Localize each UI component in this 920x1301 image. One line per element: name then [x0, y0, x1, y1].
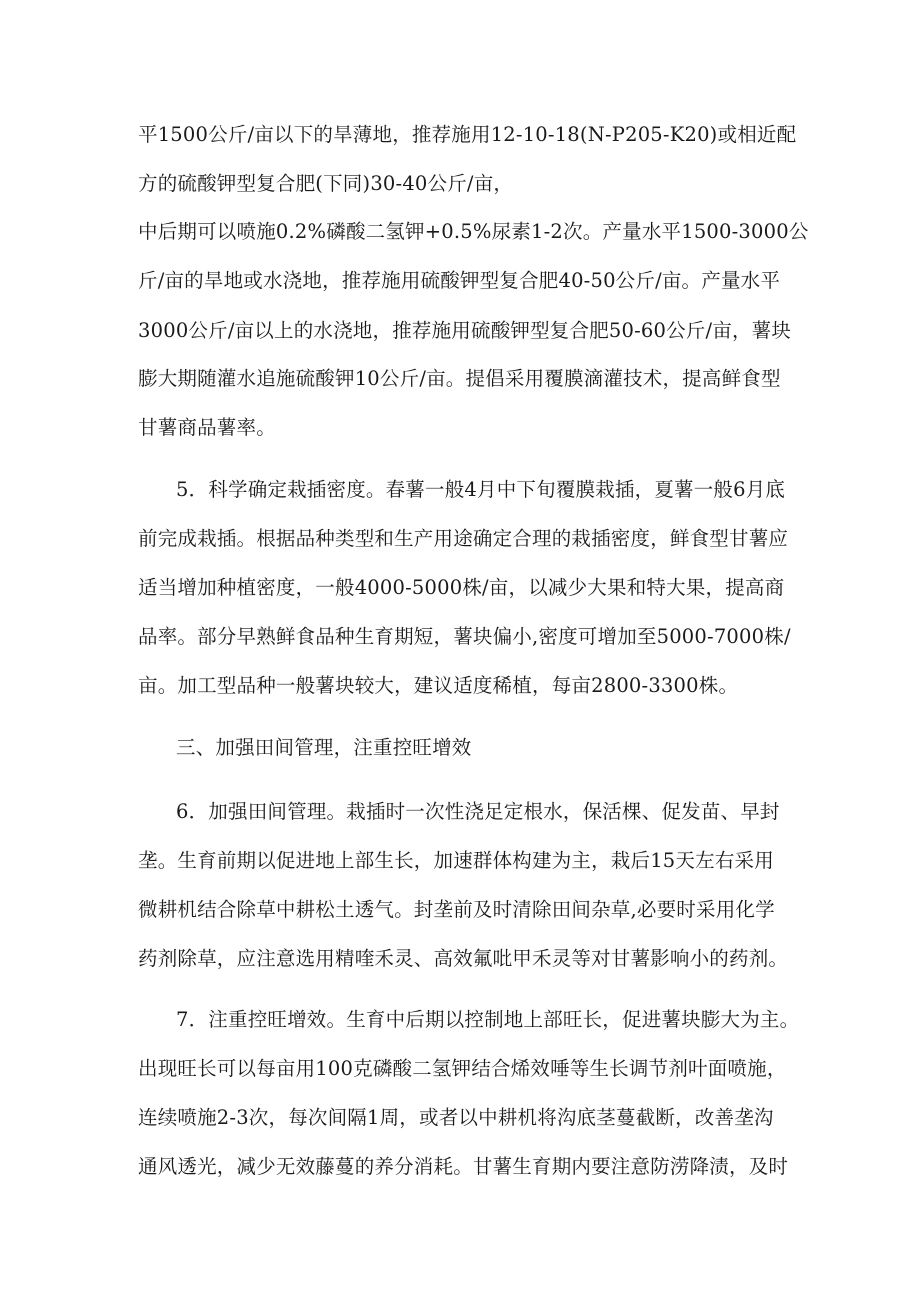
paragraph-5-line-3: 适当增加种植密度，一般4000-5000株/亩，以减少大果和特大果，提高商: [138, 576, 785, 599]
paragraph-6-line-4: 药剂除草，应注意选用精喹禾灵、高效氟吡甲禾灵等对甘薯影响小的药剂。: [138, 947, 789, 970]
text-line-2: 方的硫酸钾型复合肥(下同)30-40公斤/亩，: [138, 172, 514, 195]
text-line-4: 斤/亩的旱地或水浇地，推荐施用硫酸钾型复合肥40-50公斤/亩。产量水平: [138, 269, 781, 292]
paragraph-7-line-3: 连续喷施2-3次，每次间隔1周，或者以中耕机将沟底茎蔓截断，改善垄沟: [138, 1106, 774, 1129]
paragraph-6-line-2: 垄。生育前期以促进地上部生长，加速群体构建为主，栽后15天左右采用: [138, 849, 774, 872]
paragraph-5-line-5: 亩。加工型品种一般薯块较大，建议适度稀植，每亩2800-3300株。: [138, 674, 739, 697]
paragraph-7-line-1: 7．注重控旺增效。生育中后期以控制地上部旺长，促进薯块膨大为主。: [176, 1008, 800, 1031]
text-line-7: 甘薯商品薯率。: [138, 416, 276, 439]
section-heading: 三、加强田间管理，注重控旺增效: [176, 736, 472, 759]
text-line-5: 3000公斤/亩以上的水浇地，推荐施用硫酸钾型复合肥50-60公斤/亩，薯块: [138, 319, 792, 342]
paragraph-7-line-4: 通风透光，减少无效藤蔓的养分消耗。甘薯生育期内要注意防涝降渍，及时: [138, 1155, 789, 1178]
paragraph-5-line-2: 前完成栽插。根据品种类型和生产用途确定合理的栽插密度，鲜食型甘薯应: [138, 527, 789, 550]
text-line-1: 平1500公斤/亩以下的旱薄地，推荐施用12-10-18(N-P205-K20)或相近配: [138, 123, 797, 146]
paragraph-5-line-1: 5．科学确定栽插密度。春薯一般4月中下旬覆膜栽插，夏薯一般6月底: [176, 478, 786, 501]
paragraph-6-line-3: 微耕机结合除草中耕松土透气。封垄前及时清除田间杂草,必要时采用化学: [138, 898, 775, 921]
paragraph-5-line-4: 品率。部分早熟鲜食品种生育期短，薯块偏小,密度可增加至5000-7000株/: [138, 625, 791, 648]
paragraph-7-line-2: 出现旺长可以每亩用100克磷酸二氢钾结合烯效唾等生长调节剂叶面喷施，: [138, 1057, 787, 1080]
text-line-3: 中后期可以喷施0.2%磷酸二氢钾+0.5%尿素1-2次。产量水平1500-3000公: [138, 220, 809, 243]
paragraph-6-line-1: 6．加强田间管理。栽插时一次性浇足定根水，保活棵、促发苗、早封: [176, 800, 780, 823]
text-line-6: 膨大期随灌水追施硫酸钾10公斤/亩。提倡采用覆膜滴灌技术，提高鲜食型: [138, 367, 781, 390]
